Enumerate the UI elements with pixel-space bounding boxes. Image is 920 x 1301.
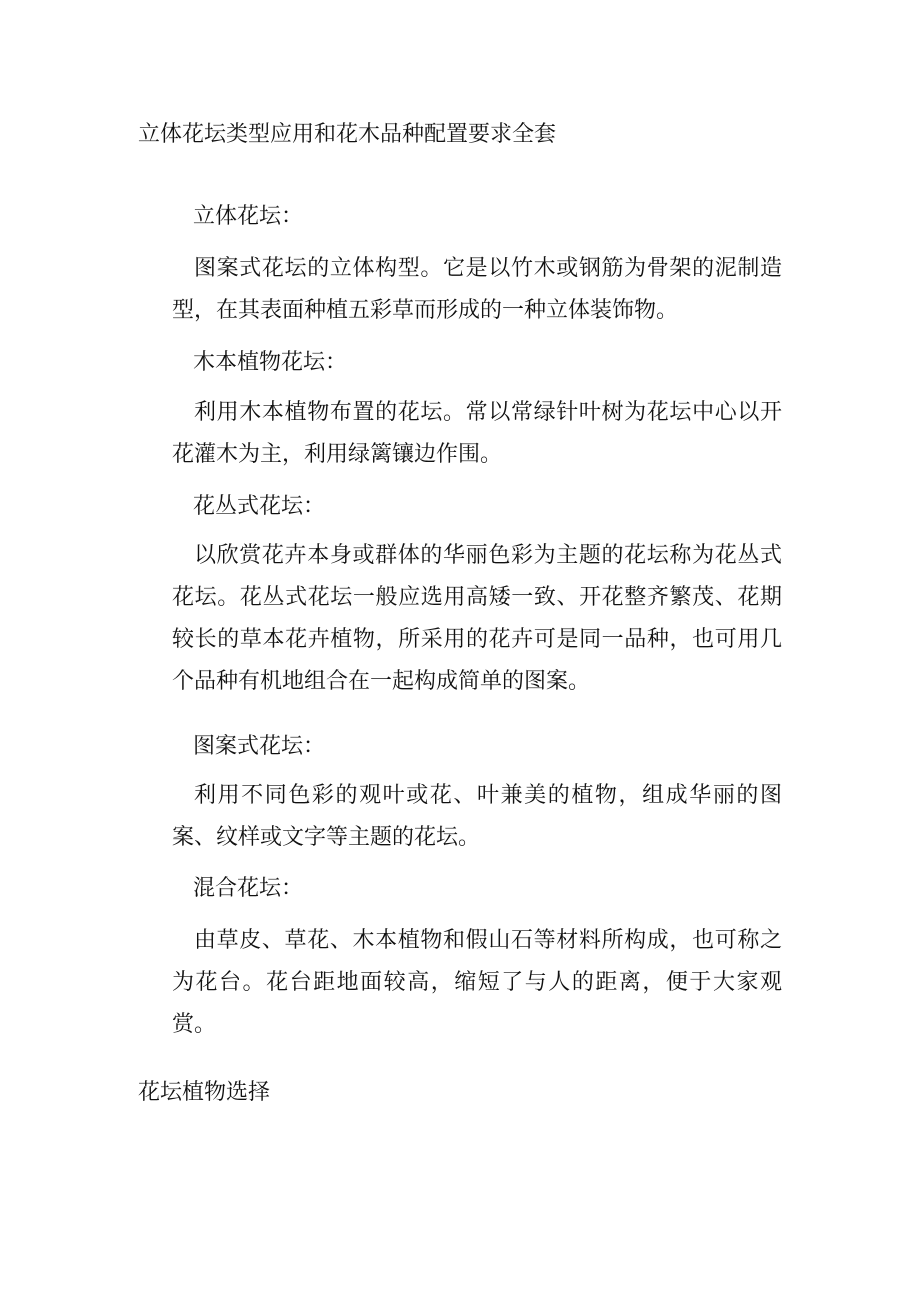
section-heading-mixed-bed: 混合花坛： [193,876,304,901]
section-heading-pattern-bed: 图案式花坛： [193,734,326,759]
section-body-woody-bed: 利用木本植物布置的花坛。常以常绿针叶树为花坛中心以开花灌木为主，利用绿篱镶边作围。 [172,400,782,467]
section-body-3d-bed: 图案式花坛的立体构型。它是以竹木或钢筋为骨架的泥制造型，在其表面种植五彩草而形成的一种立体装饰物。 [172,256,782,323]
section-body-pattern-bed: 利用不同色彩的观叶或花、叶兼美的植物，组成华丽的图案、纹样或文字等主题的花坛。 [172,783,782,850]
section-heading-3d-bed: 立体花坛： [193,204,304,229]
section-heading-woody-bed: 木本植物花坛： [193,350,348,375]
section-heading-cluster-bed: 花丛式花坛： [193,494,326,519]
section-body-mixed-bed: 由草皮、草花、木本植物和假山石等材料所构成，也可称之为花台。花台距地面较高，缩短了与人的距离，便于大家观赏。 [172,928,782,1037]
document-title: 立体花坛类型应用和花木品种配置要求全套 [138,122,557,147]
section-body-cluster-bed: 以欣赏花卉本身或群体的华丽色彩为主题的花坛称为花丛式花坛。花丛式花坛一般应选用高矮一致、开花整齐繁茂、花期较长的草本花卉植物，所采用的花卉可是同一品种，也可用几个品种有机地组合在一起构成简单的图案。 [172,543,782,694]
next-section-heading: 花坛植物选择 [138,1080,271,1105]
